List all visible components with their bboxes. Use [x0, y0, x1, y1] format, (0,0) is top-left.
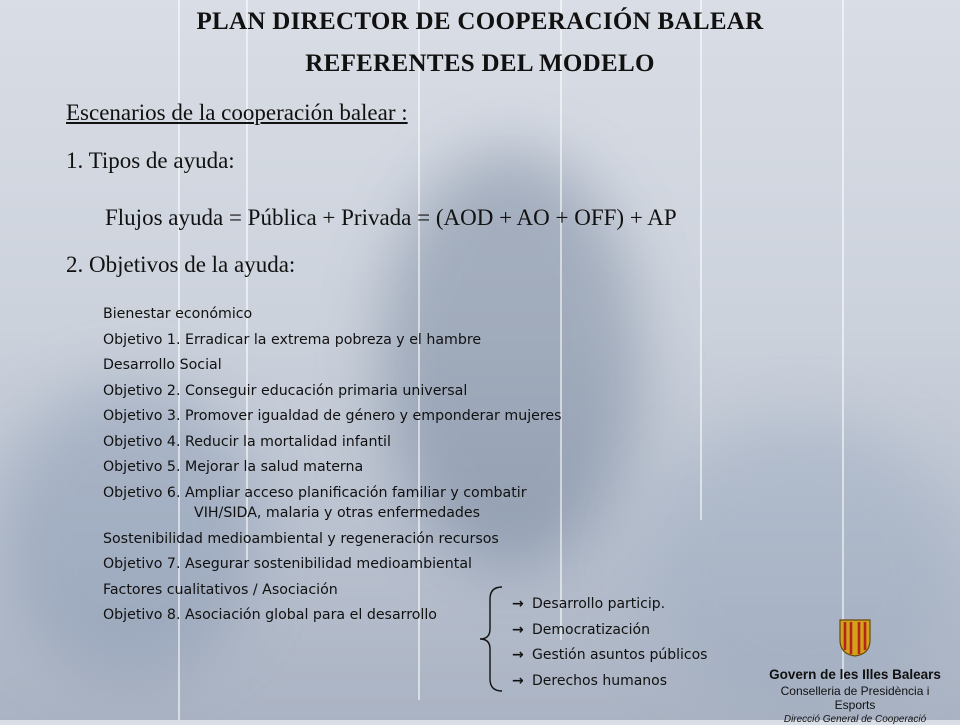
list-item-continuation: VIH/SIDA, malaria y otras enfermedades [194, 505, 481, 521]
list-item: Objetivo 5. Mejorar la salud materna [103, 459, 364, 475]
directorate-name: Direcció General de Cooperació [783, 714, 927, 725]
objective-8-sub-list [512, 592, 707, 694]
section-2-heading: 2. Objetivos de la ayuda: [66, 252, 296, 277]
list-item: Factores cualitativos / Asociación [103, 581, 338, 598]
coat-of-arms-icon [838, 618, 872, 658]
list-item: Bienestar económico [103, 306, 253, 322]
objectives-list [103, 302, 562, 629]
government-logo [760, 618, 950, 725]
section-1-heading: 1. Tipos de ayuda: [66, 148, 235, 173]
list-item [512, 618, 707, 644]
list-item: Objetivo 2. Conseguir educación primaria universal [103, 382, 468, 399]
arrow-right-icon: → [512, 672, 524, 689]
list-item: Objetivo 1. Erradicar la extrema pobreza y el hambre [103, 331, 482, 348]
curly-brace-icon [478, 585, 504, 693]
list-item [512, 643, 707, 669]
main-title: PLAN DIRECTOR DE COOPERACIÓN BALEAR [196, 8, 764, 35]
government-name: Govern de les Illes Balears [769, 667, 941, 682]
list-item: Objetivo 6. Ampliar acceso planificación familiar y combatir [103, 484, 527, 501]
list-item: Objetivo 8. Asociación global para el desarrollo [103, 607, 437, 623]
list-item: Objetivo 3. Promover igualdad de género y emponderar mujeres [103, 408, 562, 424]
arrow-right-icon: → [512, 621, 524, 638]
aid-flows-formula: Flujos ayuda = Pública + Privada = (AOD + AO + OFF) + AP [105, 205, 677, 230]
scenarios-heading: Escenarios de la cooperación balear : [66, 100, 408, 125]
sub-item-label: Democratización [532, 621, 650, 638]
sub-item-label: Desarrollo particip. [532, 596, 666, 612]
list-item: Desarrollo Social [103, 357, 222, 373]
list-item: Objetivo 7. Asegurar sostenibilidad medioambiental [103, 556, 472, 572]
list-item: Objetivo 4. Reducir la mortalidad infantil [103, 433, 391, 450]
subtitle: REFERENTES DEL MODELO [305, 50, 655, 77]
department-name: Conselleria de Presidència i Esports [780, 684, 930, 712]
list-item [512, 592, 707, 618]
list-item: Sostenibilidad medioambiental y regeneración recursos [103, 530, 499, 547]
sub-item-label: Derechos humanos [532, 672, 668, 689]
sub-item-label: Gestión asuntos públicos [532, 647, 708, 663]
list-item [512, 669, 707, 695]
arrow-right-icon: → [512, 647, 524, 663]
arrow-right-icon: → [512, 596, 524, 612]
